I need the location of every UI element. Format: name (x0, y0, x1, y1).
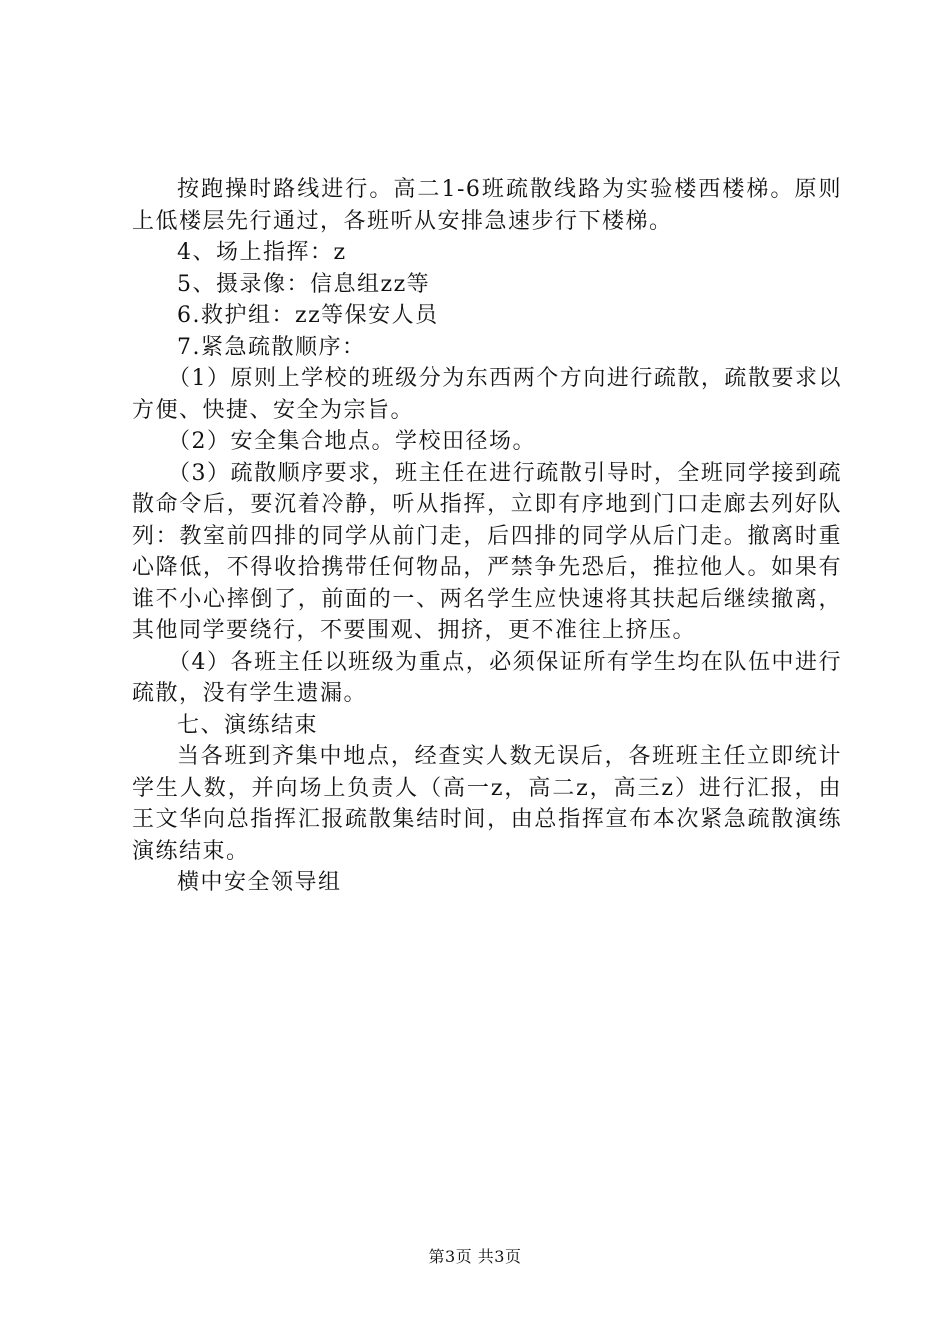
paragraph-route: 按跑操时路线进行。高二1-6班疏散线路为实验楼西楼梯。原则上低楼层先行通过，各班听从安排急速步行下楼梯。 (132, 177, 842, 234)
section-heading-drill-end: 七、演练结束 (177, 712, 319, 738)
paragraph-evacuation-item-1: （1）原则上学校的班级分为东西两个方向进行疏散，疏散要求以方便、快捷、安全为宗旨。 (132, 366, 842, 423)
page-footer: 第3页 共3页 (428, 1247, 522, 1266)
document-body (132, 174, 842, 899)
paragraph-drill-end: 当各班到齐集中地点，经查实人数无误后，各班班主任立即统计学生人数，并向场上负责人（高一z，高二z，高三z）进行汇报，由王文华向总指挥汇报疏散集结时间，由总指挥宣布本次紧急疏散演练演练结束。 (132, 744, 842, 864)
paragraph-evacuation-order-heading: 7.紧急疏散顺序： (177, 334, 366, 360)
paragraph-video-recording: 5、摄录像：信息组zz等 (177, 271, 431, 297)
paragraph-field-commander: 4、场上指挥：z (177, 240, 347, 265)
paragraph-rescue-team: 6.救护组：zz等保安人员 (177, 303, 439, 328)
signature-organization: 横中安全领导组 (177, 870, 342, 895)
paragraph-evacuation-item-3: （3）疏散顺序要求，班主任在进行疏散引导时，全班同学接到疏散命令后，要沉着冷静，听从指挥，立即有序地到门口走廊去列好队列：教室前四排的同学从前门走，后四排的同学从后门走。撤离时重心降低，不得收拾携带任何物品，严禁争先恐后，推拉他人。如果有谁不小心摔倒了，前面的一、两名学生应快速将其扶起后继续撤离，其他同学要绕行，不要围观、拥挤，更不准往上挤压。 (132, 460, 842, 643)
paragraph-evacuation-item-4: （4）各班主任以班级为重点，必须保证所有学生均在队伍中进行疏散，没有学生遗漏。 (132, 649, 842, 706)
paragraph-evacuation-item-2: （2）安全集合地点。学校田径场。 (168, 429, 536, 454)
